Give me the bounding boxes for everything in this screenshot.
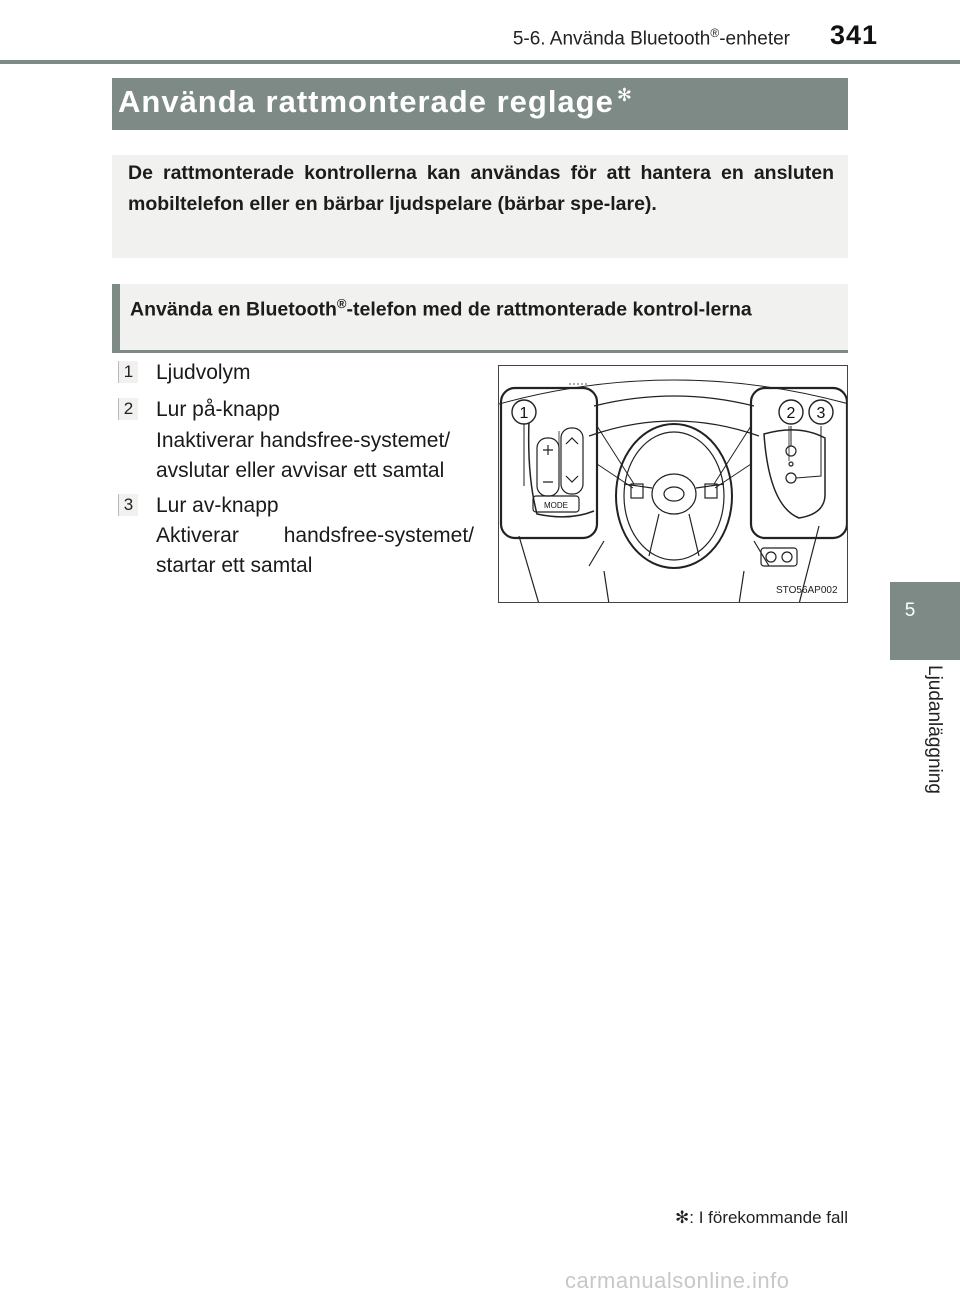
item-title-3: Lur av-knapp [156,494,279,517]
figure-code: STO56AP002 [776,585,838,596]
steering-wheel-illustration [498,365,848,603]
item-desc-2a: Inaktiverar handsfree-systemet/ [156,429,451,452]
callout-label-1: 1 [519,405,529,422]
chapter-tab-label: Ljudanläggning [924,665,945,794]
header-section-title: 5-6. Använda Bluetooth®-enheter [512,26,790,50]
item-marker-2: 2 [118,398,138,420]
header-divider [0,60,960,64]
item-desc-3a: Aktiverar handsfree-systemet/ [156,524,474,547]
item-marker-3: 3 [118,494,138,516]
item-marker-1: 1 [118,361,138,383]
item-title-1: Ljudvolym [156,361,251,384]
mode-label: MODE [544,501,568,510]
item-desc-2b: avslutar eller avvisar ett samtal [156,459,445,482]
intro-text: De rattmonterade kontrollerna kan användas för att hantera en ansluten mobiltelefon eller en bärbar ljudspelare (bärbar spe-lare). [128,162,834,215]
item-title-2: Lur på-knapp [156,398,280,421]
subheading: Använda en Bluetooth®-telefon med de rattmonterade kontrol-lerna [130,296,752,321]
section-title: Använda rattmonterade reglage ✻ [118,84,633,119]
watermark: carmanualsonline.info [565,1268,790,1293]
footnote: ✻: I förekommande fall [675,1208,848,1227]
page-number: 341 [829,20,878,50]
steering-wheel-drawing [499,366,848,603]
callout-label-3: 3 [816,405,826,422]
asterisk-icon: ✻ [616,84,633,105]
subheading-divider [112,350,848,353]
chapter-tab-number: 5 [904,600,916,621]
asterisk-icon: ✻ [675,1208,690,1227]
callout-label-2: 2 [786,405,796,422]
item-desc-3b: startar ett samtal [156,554,313,577]
